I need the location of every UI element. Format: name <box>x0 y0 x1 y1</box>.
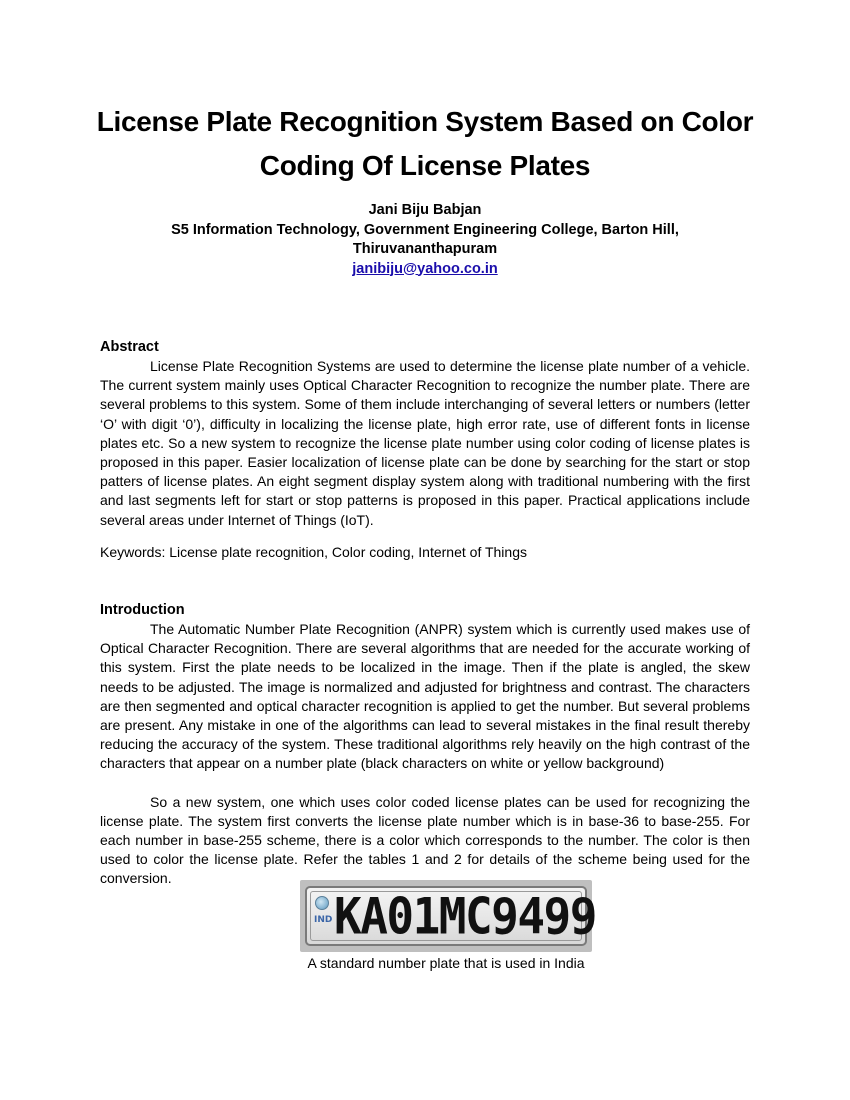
introduction-section <box>100 601 750 889</box>
paper-title-line-2: Coding Of License Plates <box>259 150 591 181</box>
author-affiliation-line-1: S5 Information Technology, Government Engineering College, Barton Hill, <box>171 221 679 238</box>
license-plate-image <box>305 886 596 946</box>
plate-country-code: IND <box>314 915 333 925</box>
introduction-paragraph-2: So a new system, one which uses color coded license plates can be used for recognizing the license plate. The system first converts the license plate number which is in base-36 to base-255. For each number in base-255 scheme, there is a color which corresponds to the number. The color is then used to color the license plate. Refer the tables 1 and 2 for details of the scheme being used for the conversion. <box>100 793 750 887</box>
keywords-text: Keywords: License plate recognition, Color coding, Internet of Things <box>100 544 527 560</box>
author-email-link[interactable]: janibiju@yahoo.co.in <box>352 260 498 277</box>
paper-title-line-1: License Plate Recognition System Based on Color <box>96 106 754 137</box>
introduction-heading: Introduction <box>100 602 185 618</box>
license-plate-figure <box>300 880 596 952</box>
introduction-paragraph-1: The Automatic Number Plate Recognition (ANPR) system which is currently used makes use of Optical Character Recognition. There are several algorithms that are needed for the accurate working of this system. First the plate needs to be localized in the image. Then if the plate is angled, the skew needs to be adjusted. The image is normalized and adjusted for brightness and contrast. The characters are then segmented and optical character recognition is applied to get the number. But several problems are present. Any mistake in one of the algorithms can lead to several mistakes in the final result thereby reducing the accuracy of the system. These traditional algorithms rely heavily on the high contrast of the characters that appear on a number plate (black characters on white or yellow background) <box>100 621 750 772</box>
abstract-heading: Abstract <box>100 339 159 355</box>
author-block <box>100 201 750 279</box>
keywords-section <box>100 543 750 562</box>
paper-title <box>60 100 790 188</box>
hologram-icon <box>315 896 329 910</box>
plate-number: KA01MC9499 <box>334 886 596 946</box>
author-name: Jani Biju Babjan <box>368 202 482 218</box>
abstract-text: License Plate Recognition Systems are used to determine the license plate number of a vehicle. The current system mainly uses Optical Character Recognition to recognize the number plate. There are several problems to this system. Some of them include interchanging of several letters or numbers (letter ‘O’ with digit ‘0’), difficulty in localizing the license plate, high error rate, use of different fonts in license plates etc. So a new system to recognize the license plate number using color coding of license plates is proposed in this paper. Easier localization of license plate can be done by searching for the start or stop patters of license plates. An eight segment display system along with traditional numbering with the first and last segments left for start or stop patterns is proposed in this paper. Practical applications include several areas under Internet of Things (IoT). <box>100 358 750 528</box>
figure-caption: A standard number plate that is used in India <box>307 955 585 971</box>
abstract-section <box>100 338 750 530</box>
author-affiliation-line-2: Thiruvananthapuram <box>352 241 498 257</box>
